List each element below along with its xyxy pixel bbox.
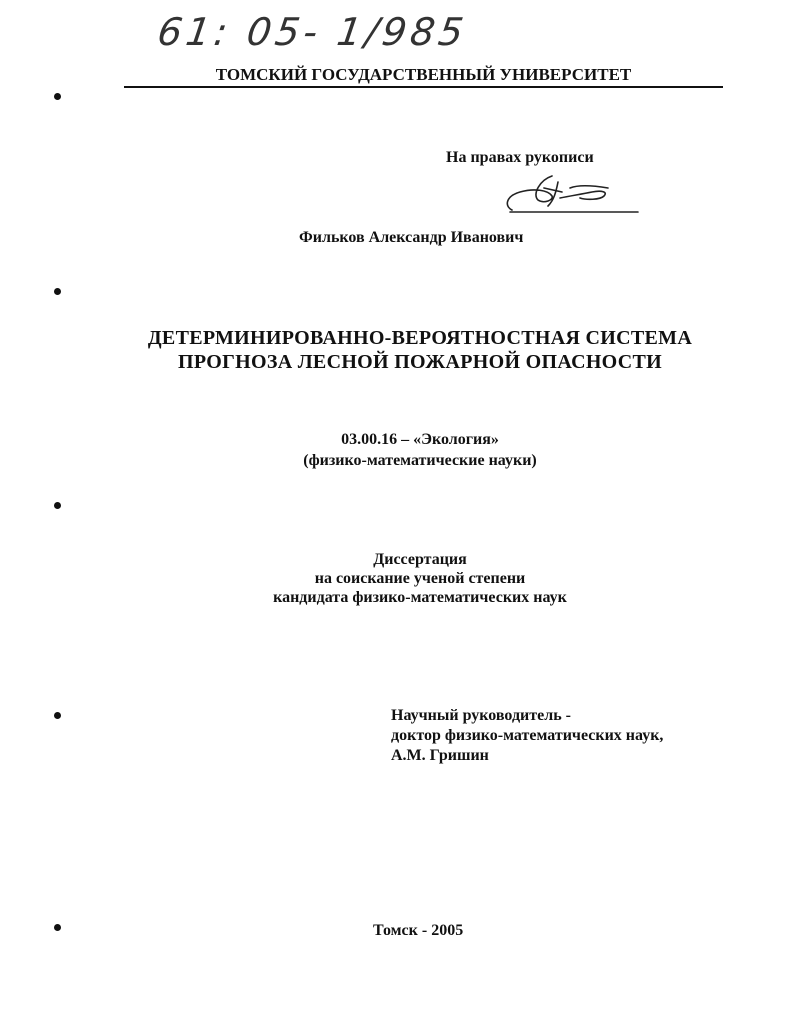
margin-dot: [54, 288, 61, 295]
margin-dot: [54, 502, 61, 509]
margin-dot: [54, 712, 61, 719]
signature-image: [500, 170, 645, 218]
archive-number: 61: 05- 1/985: [154, 10, 470, 54]
degree-line1: Диссертация: [373, 551, 467, 568]
degree-line3: кандидата физико-математических наук: [273, 589, 567, 606]
advisor-line1: Научный руководитель -: [391, 707, 571, 724]
rights-note: На правах рукописи: [446, 149, 594, 166]
specialty-field: (физико-математические науки): [303, 452, 537, 469]
dissertation-title-line1: ДЕТЕРМИНИРОВАННО-ВЕРОЯТНОСТНАЯ СИСТЕМА: [147, 327, 693, 349]
author-name: Фильков Александр Иванович: [299, 229, 524, 246]
margin-dot: [54, 93, 61, 100]
degree-line2: на соискание ученой степени: [314, 570, 526, 587]
university-name: ТОМСКИЙ ГОСУДАРСТВЕННЫЙ УНИВЕРСИТЕТ: [215, 65, 632, 84]
advisor-line2: доктор физико-математических наук,: [391, 727, 664, 744]
advisor-name: А.М. Гришин: [391, 747, 489, 764]
margin-dot: [54, 924, 61, 931]
place-year: Томск - 2005: [373, 922, 464, 939]
header-rule: [124, 86, 723, 88]
dissertation-title-line2: ПРОГНОЗА ЛЕСНОЙ ПОЖАРНОЙ ОПАСНОСТИ: [177, 351, 663, 373]
specialty-code: 03.00.16 – «Экология»: [341, 431, 499, 448]
